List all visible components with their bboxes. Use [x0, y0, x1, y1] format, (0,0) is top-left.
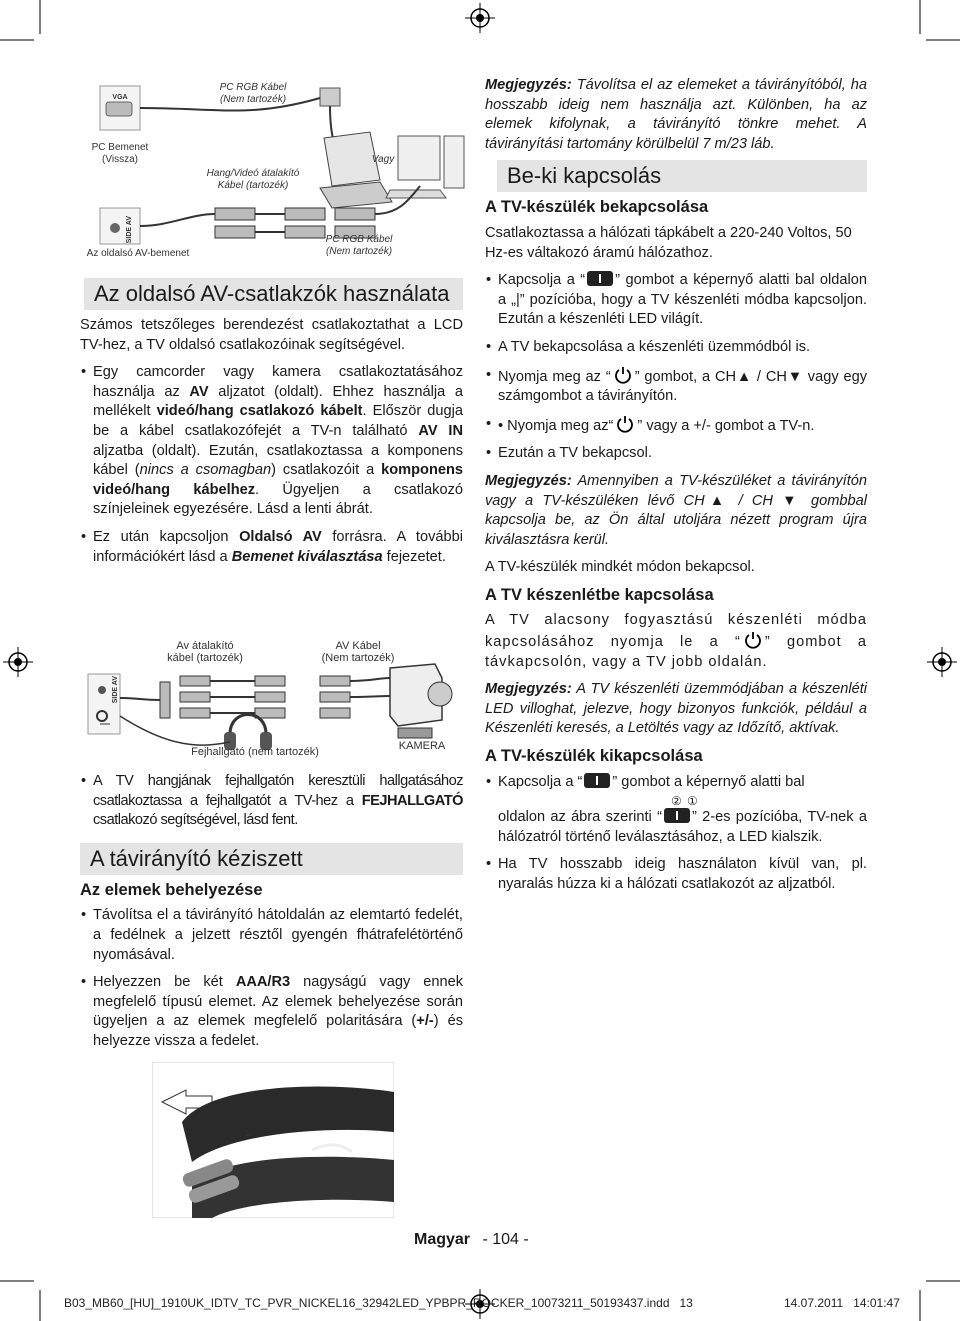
both-ways-text: A TV-készülék mindkét módon bekapcsol. — [485, 559, 755, 576]
or-label: Vagy — [371, 154, 395, 165]
remote-battery-picture — [152, 1062, 394, 1218]
bullet-tv-buttons: • • Nyomja meg az“ ” vagy a +/- gombot a TV-n. — [485, 415, 867, 437]
power-supply-text: Csatlakoztassa a hálózati tápkábelt a 220-240 Voltos, 50 Hz-es váltakozó áramú hálózathoz. — [485, 224, 852, 261]
rocker-switch-icon — [584, 773, 610, 788]
bullet-switch-off: • Kapcsolja a “ ” gombot a képernyő alatti bal — [485, 773, 867, 793]
standby-text: A TV alacsony fogyasztású készenléti módba kapcsolásához nyomja le a “ ” gombot a távkapcsolón, vagy a TV jobb oldalán. — [485, 612, 868, 670]
power-icon — [744, 631, 762, 649]
mid-camera-label: KAMERA — [398, 740, 446, 752]
mid-av-cable-label: AV Kábel (Nem tartozék) — [321, 640, 395, 664]
note-last-channel: Megjegyzés: Amennyiben a TV-készüléket a távirányítón vagy a TV-készüléken lévő CH▲ / CH ▼ gombbal kapcsolja be, az Ön által utoljára nézett program újra kiválasztásra kerül. — [485, 472, 867, 548]
registration-mark-icon — [465, 3, 495, 33]
power-icon — [614, 366, 632, 384]
pc-rgb-cable-bottom-label: PC RGB Kábel (Nem tartozék) — [325, 234, 393, 257]
heading-onoff: Be-ki kapcsolás — [497, 160, 867, 192]
bullet-source: • Ez után kapcsoljon Oldalsó AV forrásra. A további információkért lásd a Bemenet kiválasztása fejezetet. — [80, 528, 463, 567]
bullet-remote-on: • Nyomja meg az “ ” gombot, a CH▲ / CH▼ vagy egy számgombot a távirányítón. — [485, 366, 867, 407]
mid-av-adapter-label: Av átalakító kábel (tartozék) — [167, 640, 243, 664]
rocker-switch-icon — [664, 808, 690, 823]
bullet-unplug: • Ha TV hosszabb ideig használaton kívül van, pl. nyaralás húzza ki a hálózati csatlakozót az aljzatból. — [485, 855, 867, 894]
rocker-switch-icon — [587, 271, 613, 286]
subheading-switch-off: A TV-készülék kikapcsolása — [485, 747, 703, 766]
right-column — [485, 76, 867, 903]
side-av-intro: Számos tetszőleges berendezést csatlakoztathat a LCD TV-hez, a TV oldalsó csatlakozóinak segítségével. — [80, 317, 463, 353]
subheading-switch-on: A TV-készülék bekapcsolása — [485, 198, 709, 217]
connection-diagram-top — [80, 78, 470, 268]
subheading-batteries: Az elemek behelyezése — [80, 880, 263, 899]
subheading-standby: A TV készenlétbe kapcsolása — [485, 585, 714, 604]
side-av-input-label: Az oldalsó AV-bemenet — [86, 248, 190, 259]
pc-input-label: PC Bemenet (Vissza) — [91, 142, 149, 165]
note-battery: Megjegyzés: Távolítsa el az elemeket a távirányítóból, ha hosszabb ideig nem használja azt. Különben, ha az elemek kifolynak, a távirányító tönkre mehet. A távirányítási tartomány körülbelül 7 m/23 láb. — [485, 77, 867, 152]
note-standby-led: Megjegyzés: A TV készenléti üzemmódjában a készenléti LED villoghat, jelezve, hogy bizonyos funkciók, például a Készenléti keresés, a Letöltés vagy az Időzítő, aktívak. — [485, 681, 867, 737]
pc-rgb-cable-top-label: PC RGB Kábel (Nem tartozék) — [219, 82, 287, 105]
vga-label: VGA — [112, 94, 128, 101]
heading-remote: A távirányító kéziszett — [80, 843, 463, 875]
page-language: Magyar — [414, 1231, 471, 1248]
bullet-headphone: • A TV hangjának fejhallgatón keresztüli hallgatásához csatlakoztassa a fejhallgatót a TV-hez a FEJHALLGATÓ csatlakozó segítségével, lásd fent. — [80, 772, 463, 831]
footer-filename: B03_MB60_[HU]_1910UK_IDTV_TC_PVR_NICKEL16_32942LED_YPBPR_ROCKER_10073211_50193437.indd 13 — [64, 1296, 693, 1310]
step-2-label: 2. — [242, 1195, 250, 1204]
registration-mark-icon — [927, 647, 957, 677]
position-2-marker: ② — [671, 794, 682, 809]
av-adapter-label: Hang/Videó átalakító Kábel (tartozék) — [206, 168, 300, 191]
camera-diagram — [80, 638, 463, 764]
bullet-from-standby: • A TV bekapcsolása a készenléti üzemmódból is. — [485, 338, 867, 358]
off-position-text: oldalon az ábra szerinti “ ” 2-es pozícióba, TV-nek a hálózatról történő leválasztásához, a LED kialszik. — [498, 809, 867, 845]
left-column-lower — [80, 772, 463, 1060]
position-markers — [485, 794, 867, 808]
bullet-camcorder: • Egy camcorder vagy kamera csatlakoztatásához használja az AV aljzatot (oldalt). Ehhez használja a mellékelt videó/hang csatlakozó kábelt. Először dugja be a kábel csatlakozófejét a TV-n található AV IN aljzatba (oldalt). Ezután, csatlakoztassa a komponens kábel (nincs a csomagban) csatlakozóit a komponens videó/hang kábelhez. Ügyeljen a csatlakozó színjeleinek egyezésére. Lásd a lenti ábrát. — [80, 363, 463, 520]
side-av-label: SIDE AV — [126, 216, 133, 244]
bullet-tv-on: • Ezután a TV bekapcsol. — [485, 444, 867, 464]
bullet-switch-standby: • Kapcsolja a “ ” gombot a képernyő alatti bal oldalon a „|” pozícióba, hogy a TV készenléti módba kapcsoljon. Ezután a készenléti LED világít. — [485, 271, 867, 330]
footer-date: 14.07.2011 14:01:47 — [784, 1296, 900, 1310]
registration-mark-icon — [3, 647, 33, 677]
position-1-marker: ① — [687, 794, 698, 809]
bullet-insert-batteries: • Helyezzen be két AAA/R3 nagyságú vagy ennek megfelelő típusú elemet. Az elemek behelyezése során ügyeljen a az elemek megfelelő polaritására (+/-) és helyezze vissza a fedelet. — [80, 973, 463, 1051]
mid-side-av-label: SIDE AV — [112, 676, 119, 704]
step-3-label: 3. — [378, 1193, 386, 1202]
page-number — [414, 1231, 529, 1249]
left-column — [80, 278, 463, 575]
page-number-value: - 104 - — [482, 1231, 529, 1248]
battery-illustration — [152, 1062, 394, 1218]
power-icon — [616, 415, 634, 433]
heading-side-av: Az oldalsó AV-csatlakzók használata — [84, 278, 463, 310]
step-1-label: 1. — [244, 1129, 252, 1138]
mid-headphone-label: Fejhallgató (nem tartozék) — [191, 746, 319, 758]
bullet-remove-cover: • Távolítsa el a távirányító hátoldalán az elemtartó fedelét, a fedélnek a jelzett résztől gyengén fhátrafelétörténő nyomásával. — [80, 906, 463, 965]
